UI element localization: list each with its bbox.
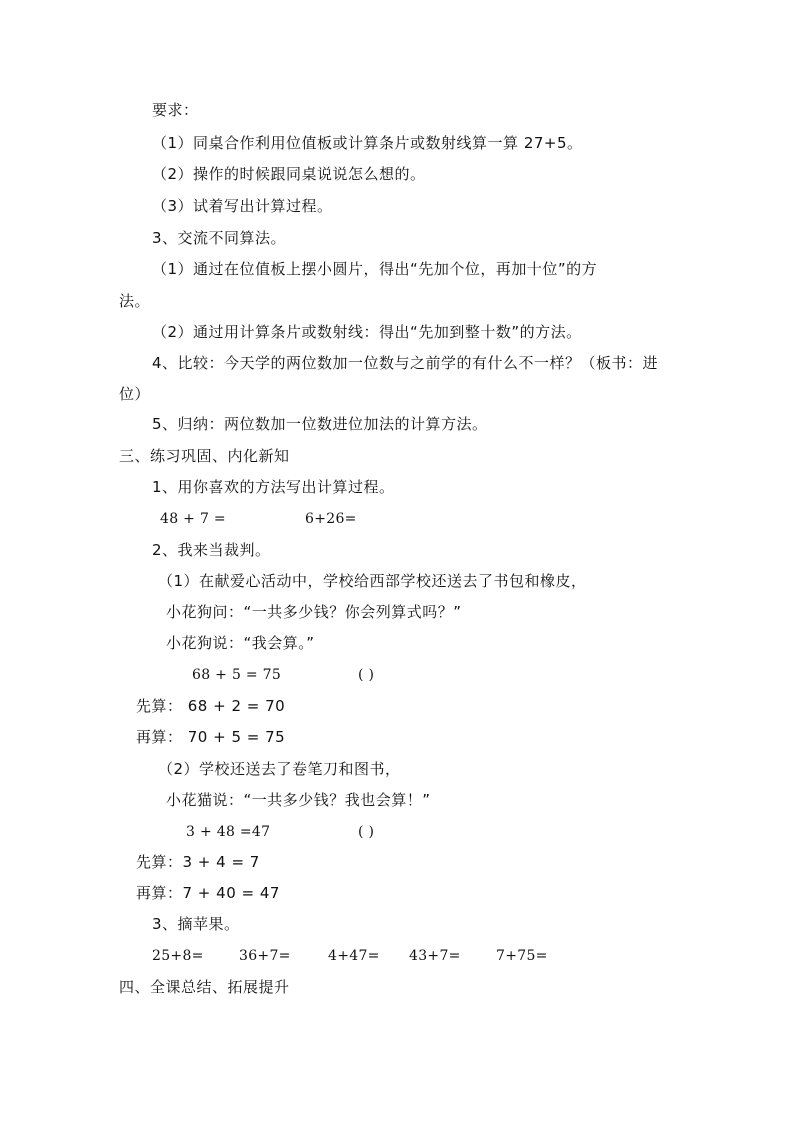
step-3-exchange: 3、交流不同算法。 [152, 229, 287, 247]
step-4-compare-line-2: 位） [119, 385, 151, 403]
then-compute-1: 再算： 70 + 5 = 75 [136, 728, 286, 746]
method-1-line-2: 法。 [119, 292, 151, 310]
requirements-heading: 要求： [152, 101, 199, 119]
exercise-2-part-2: （2）学校还送去了卷笔刀和图书， [158, 760, 401, 778]
section-3-heading: 三、练习巩固、内化新知 [119, 447, 290, 465]
exercise-2: 2、我来当裁判。 [152, 541, 271, 559]
exercise-1: 1、用你喜欢的方法写出计算过程。 [152, 478, 395, 496]
exercise-3: 3、摘苹果。 [152, 915, 240, 933]
judge-bracket-2: ( ) [358, 824, 375, 840]
kitten-says: 小花猫说：“一共多少钱？我也会算！” [166, 791, 431, 809]
apple-expression-3: 4+47= [328, 948, 380, 964]
expression-3-plus-48: 3 + 48 =47 [186, 824, 271, 840]
puppy-answer: 小花狗说：“我会算。” [166, 634, 315, 652]
apple-expression-2: 36+7= [239, 948, 291, 964]
then-compute-2: 再算：7 + 40 = 47 [136, 884, 280, 902]
apple-expression-1: 25+8= [152, 948, 204, 964]
requirement-1: （1）同桌合作利用位值板或计算条片或数射线算一算 27+5。 [152, 134, 583, 152]
puppy-question: 小花狗问：“一共多少钱？你会列算式吗？” [166, 603, 462, 621]
apple-expression-5: 7+75= [496, 948, 548, 964]
apple-expression-4: 43+7= [409, 948, 461, 964]
exercise-2-part-1: （1）在献爱心活动中，学校给西部学校还送去了书包和橡皮， [158, 572, 587, 590]
method-1-line-1: （1）通过在位值板上摆小圆片，得出“先加个位，再加十位”的方 [152, 260, 598, 278]
first-compute-2: 先算：3 + 4 = 7 [136, 853, 260, 871]
expression-6-plus-26: 6+26= [305, 511, 357, 527]
judge-bracket-1: ( ) [358, 667, 375, 683]
step-4-compare-line-1: 4、比较：今天学的两位数加一位数与之前学的有什么不一样？（板书：进 [152, 354, 659, 372]
expression-48-plus-7: 48 + 7 = [160, 511, 226, 527]
expression-68-plus-5: 68 + 5 = 75 [192, 667, 282, 683]
step-5-summary: 5、归纳：两位数加一位数进位加法的计算方法。 [152, 415, 488, 433]
first-compute-1: 先算： 68 + 2 = 70 [136, 697, 286, 715]
section-4-heading: 四、全课总结、拓展提升 [119, 978, 290, 996]
requirement-3: （3）试着写出计算过程。 [152, 197, 333, 215]
method-2: （2）通过用计算条片或数射线：得出“先加到整十数”的方法。 [152, 323, 582, 341]
requirement-2: （2）操作的时候跟同桌说说怎么想的。 [152, 165, 426, 183]
